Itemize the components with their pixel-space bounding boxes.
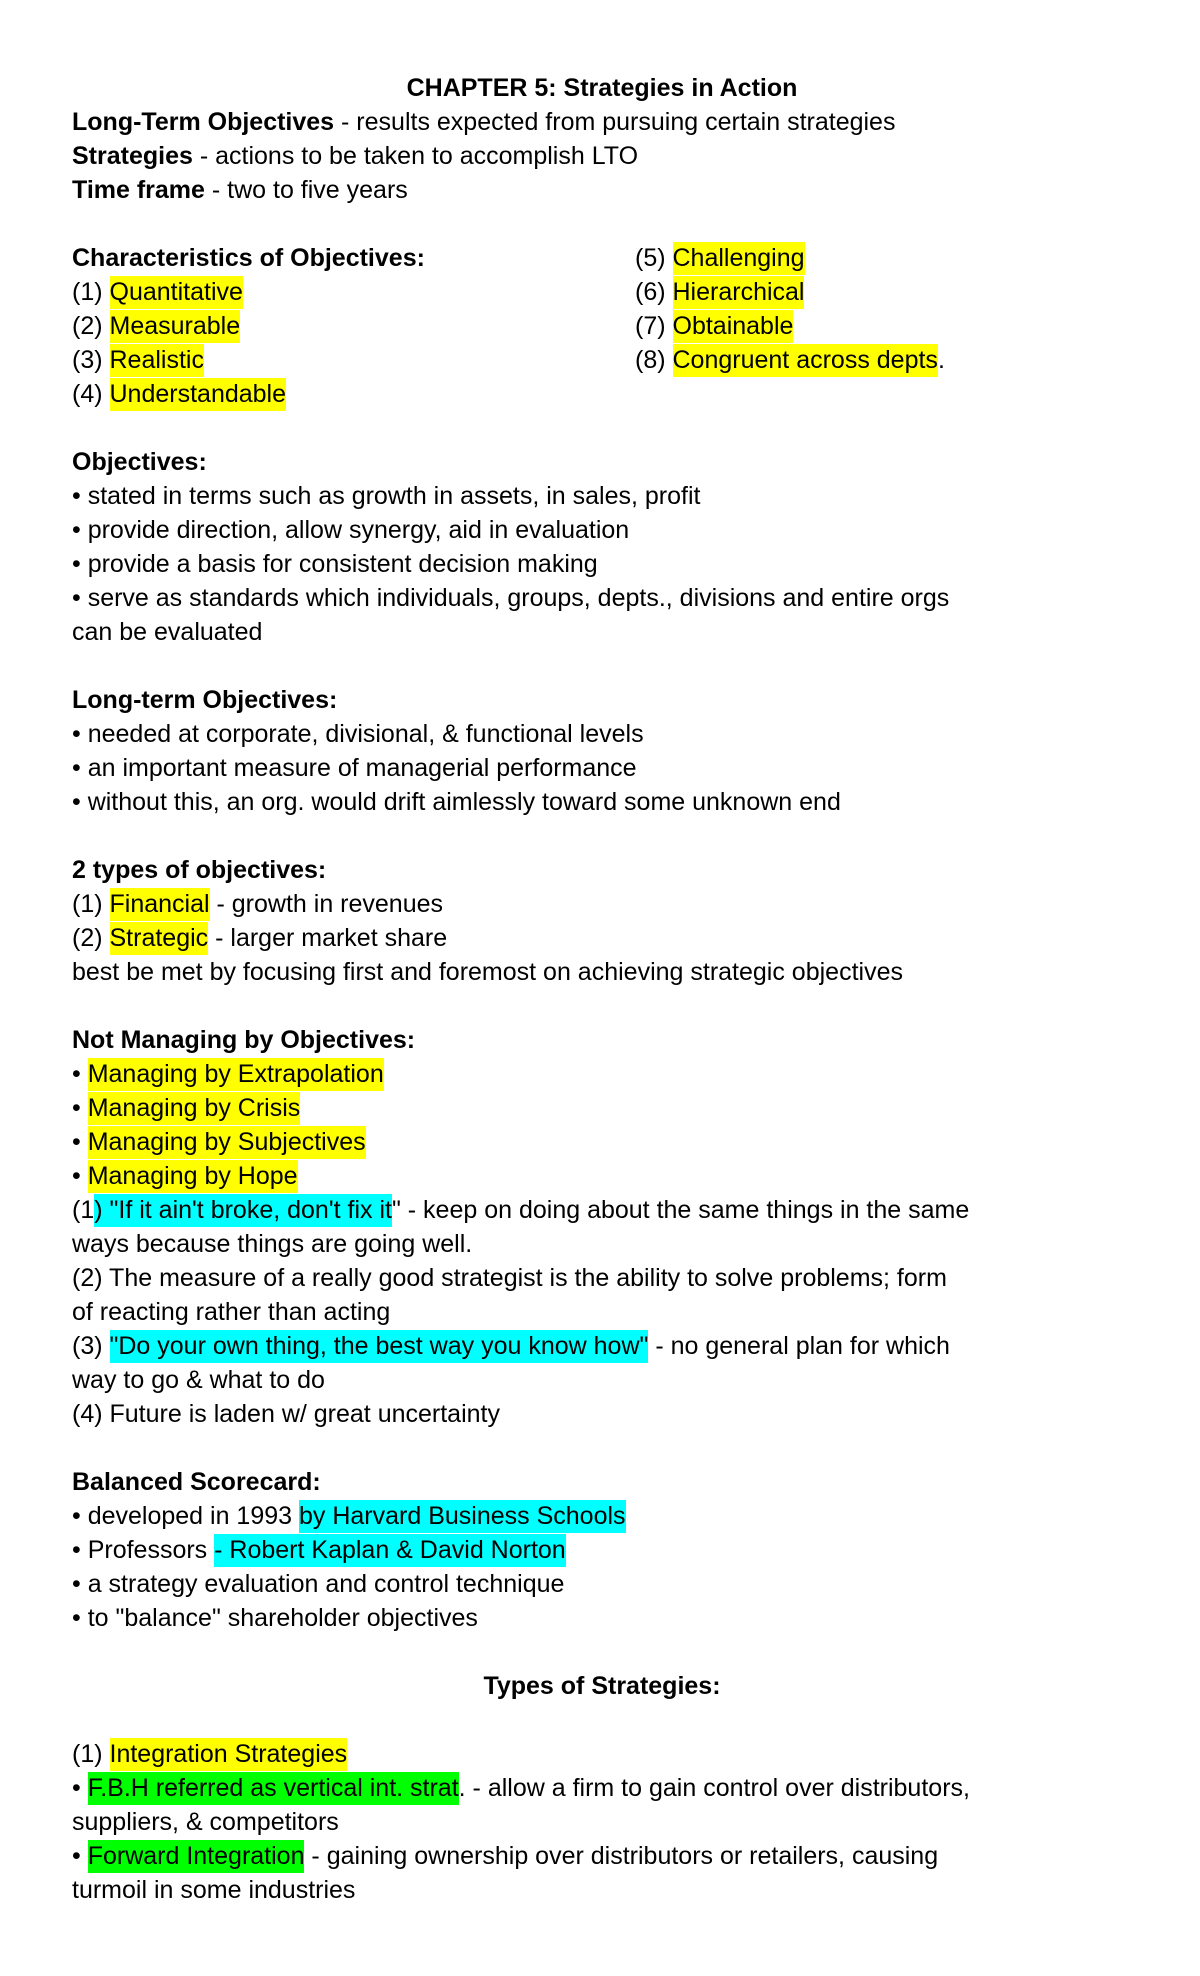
text: (3) <box>72 1332 110 1360</box>
text-line <box>72 71 1132 105</box>
text-line <box>72 1193 1152 1227</box>
highlighted-text: Challenging <box>673 242 805 275</box>
text: - no general plan for which <box>648 1332 950 1360</box>
highlighted-text: Realistic <box>110 344 204 377</box>
text: (2) <box>72 924 110 952</box>
text-line <box>72 445 1152 479</box>
text-line <box>72 1295 1152 1329</box>
highlighted-text: "Do your own thing, the best way you know how" <box>110 1330 649 1363</box>
text-line <box>72 1499 1152 1533</box>
text-line <box>72 1227 1152 1261</box>
text-line <box>72 955 1152 989</box>
text: can be evaluated <box>72 618 263 646</box>
text: - larger market share <box>208 924 448 952</box>
heading-text: Balanced Scorecard: <box>72 1468 321 1496</box>
text-line <box>72 683 1152 717</box>
highlighted-text: Measurable <box>110 310 241 343</box>
blank-line <box>72 819 1152 853</box>
text-line <box>72 717 1152 751</box>
text: (2) <box>72 312 110 340</box>
highlighted-text: Hierarchical <box>673 276 805 309</box>
highlighted-text: Strategic <box>110 922 209 955</box>
blank-line <box>72 989 1152 1023</box>
text: • serve as standards which individuals, groups, depts., divisions and entire orgs <box>72 584 950 612</box>
text-line <box>72 751 1152 785</box>
text: • a strategy evaluation and control technique <box>72 1570 565 1598</box>
highlighted-text: Managing by Extrapolation <box>88 1058 384 1091</box>
heading-text: Long-Term Objectives <box>72 108 335 136</box>
text: " - keep on doing about the same things in the same <box>391 1196 970 1224</box>
text: ways because things are going well. <box>72 1230 473 1258</box>
text: • needed at corporate, divisional, & functional levels <box>72 720 644 748</box>
right-column-item <box>635 275 804 309</box>
text-line <box>72 377 1152 411</box>
text-line <box>72 1261 1152 1295</box>
text-line <box>72 479 1152 513</box>
text: • <box>72 1094 88 1122</box>
text: (1) <box>72 890 110 918</box>
text-line <box>72 173 1152 207</box>
blank-line <box>72 411 1152 445</box>
highlighted-text: by Harvard Business Schools <box>299 1500 626 1533</box>
text-line <box>72 1363 1152 1397</box>
text: - actions to be taken to accomplish LTO <box>192 142 639 170</box>
text: - gaining ownership over distributors or retailers, causing <box>304 1842 939 1870</box>
text-line <box>72 1601 1152 1635</box>
text: • without this, an org. would drift aimlessly toward some unknown end <box>72 788 841 816</box>
text: best be met by focusing first and foremost on achieving strategic objectives <box>72 958 903 986</box>
blank-line <box>72 1703 1152 1737</box>
text: • <box>72 1128 88 1156</box>
heading-text: Types of Strategies: <box>483 1672 721 1700</box>
text: • provide direction, allow synergy, aid in evaluation <box>72 516 630 544</box>
right-column-item <box>635 343 945 377</box>
text-line <box>72 343 1152 377</box>
text: • to "balance" shareholder objectives <box>72 1604 478 1632</box>
highlighted-text: Financial <box>110 888 210 921</box>
document-page <box>72 71 1152 1907</box>
text: (1) <box>72 278 110 306</box>
text: • Professors <box>72 1536 215 1564</box>
heading-text: Strategies <box>72 142 193 170</box>
text-line <box>72 1091 1152 1125</box>
blank-line <box>72 649 1152 683</box>
highlighted-text: Understandable <box>110 378 287 411</box>
text: • an important measure of managerial performance <box>72 754 637 782</box>
text-line <box>72 615 1152 649</box>
text: - growth in revenues <box>209 890 444 918</box>
text: (4) Future is laden w/ great uncertainty <box>72 1400 500 1428</box>
text-line <box>72 1737 1152 1771</box>
text: (5) <box>635 244 673 272</box>
text: (8) <box>635 346 673 374</box>
highlighted-text: Managing by Crisis <box>88 1092 301 1125</box>
text: • <box>72 1060 88 1088</box>
text-line <box>72 1669 1132 1703</box>
blank-line <box>72 207 1152 241</box>
text-line <box>72 581 1152 615</box>
text: • developed in 1993 <box>72 1502 299 1530</box>
text-line <box>72 275 1152 309</box>
text: suppliers, & competitors <box>72 1808 339 1836</box>
text: (1 <box>72 1196 95 1224</box>
text: • <box>72 1162 88 1190</box>
highlighted-text: Managing by Hope <box>88 1160 298 1193</box>
text: • <box>72 1842 88 1870</box>
text: (6) <box>635 278 673 306</box>
highlighted-text: Obtainable <box>673 310 794 343</box>
text: . - allow a firm to gain control over distributors, <box>458 1774 970 1802</box>
text: (1) <box>72 1740 110 1768</box>
right-column-item <box>635 309 793 343</box>
right-column-item <box>635 241 805 275</box>
text-line <box>72 1329 1152 1363</box>
text: (4) <box>72 380 110 408</box>
highlighted-text: Forward Integration <box>88 1840 305 1873</box>
highlighted-text: Congruent across depts <box>673 344 938 377</box>
text-line <box>72 241 1152 275</box>
text-line <box>72 1125 1152 1159</box>
text-line <box>72 1873 1152 1907</box>
text-line <box>72 513 1152 547</box>
text: . <box>937 346 945 374</box>
highlighted-text: Quantitative <box>110 276 243 309</box>
text: way to go & what to do <box>72 1366 325 1394</box>
highlighted-text: Integration Strategies <box>110 1738 348 1771</box>
text: - two to five years <box>204 176 408 204</box>
text: turmoil in some industries <box>72 1876 356 1904</box>
heading-text: Long-term Objectives: <box>72 686 338 714</box>
highlighted-text: ) "If it ain't broke, don't fix it <box>94 1194 392 1227</box>
text-line <box>72 1159 1152 1193</box>
heading-text: Time frame <box>72 176 205 204</box>
text: • <box>72 1774 88 1802</box>
text-line <box>72 853 1152 887</box>
text-line <box>72 1465 1152 1499</box>
text-line <box>72 887 1152 921</box>
text-line <box>72 547 1152 581</box>
text-line <box>72 785 1152 819</box>
heading-text: 2 types of objectives: <box>72 856 327 884</box>
heading-text: Characteristics of Objectives: <box>72 244 425 272</box>
text: • provide a basis for consistent decision making <box>72 550 598 578</box>
text-line <box>72 1397 1152 1431</box>
text-line <box>72 1839 1152 1873</box>
text-line <box>72 1771 1152 1805</box>
text-line <box>72 1023 1152 1057</box>
text-line <box>72 309 1152 343</box>
text: (3) <box>72 346 110 374</box>
text-line <box>72 1533 1152 1567</box>
heading-text: Not Managing by Objectives: <box>72 1026 416 1054</box>
text-line <box>72 1805 1152 1839</box>
blank-line <box>72 1431 1152 1465</box>
text: (7) <box>635 312 673 340</box>
text-line <box>72 105 1152 139</box>
text: • stated in terms such as growth in assets, in sales, profit <box>72 482 701 510</box>
heading-text: CHAPTER 5: Strategies in Action <box>406 74 798 102</box>
text-line <box>72 139 1152 173</box>
text-line <box>72 1567 1152 1601</box>
heading-text: Objectives: <box>72 448 207 476</box>
highlighted-text: F.B.H referred as vertical int. strat <box>88 1772 459 1805</box>
highlighted-text: - Robert Kaplan & David Norton <box>214 1534 566 1567</box>
text-line <box>72 1057 1152 1091</box>
text: - results expected from pursuing certain strategies <box>334 108 896 136</box>
blank-line <box>72 1635 1152 1669</box>
highlighted-text: Managing by Subjectives <box>88 1126 366 1159</box>
text: of reacting rather than acting <box>72 1298 391 1326</box>
text-line <box>72 921 1152 955</box>
text: (2) The measure of a really good strategist is the ability to solve problems; form <box>72 1264 947 1292</box>
